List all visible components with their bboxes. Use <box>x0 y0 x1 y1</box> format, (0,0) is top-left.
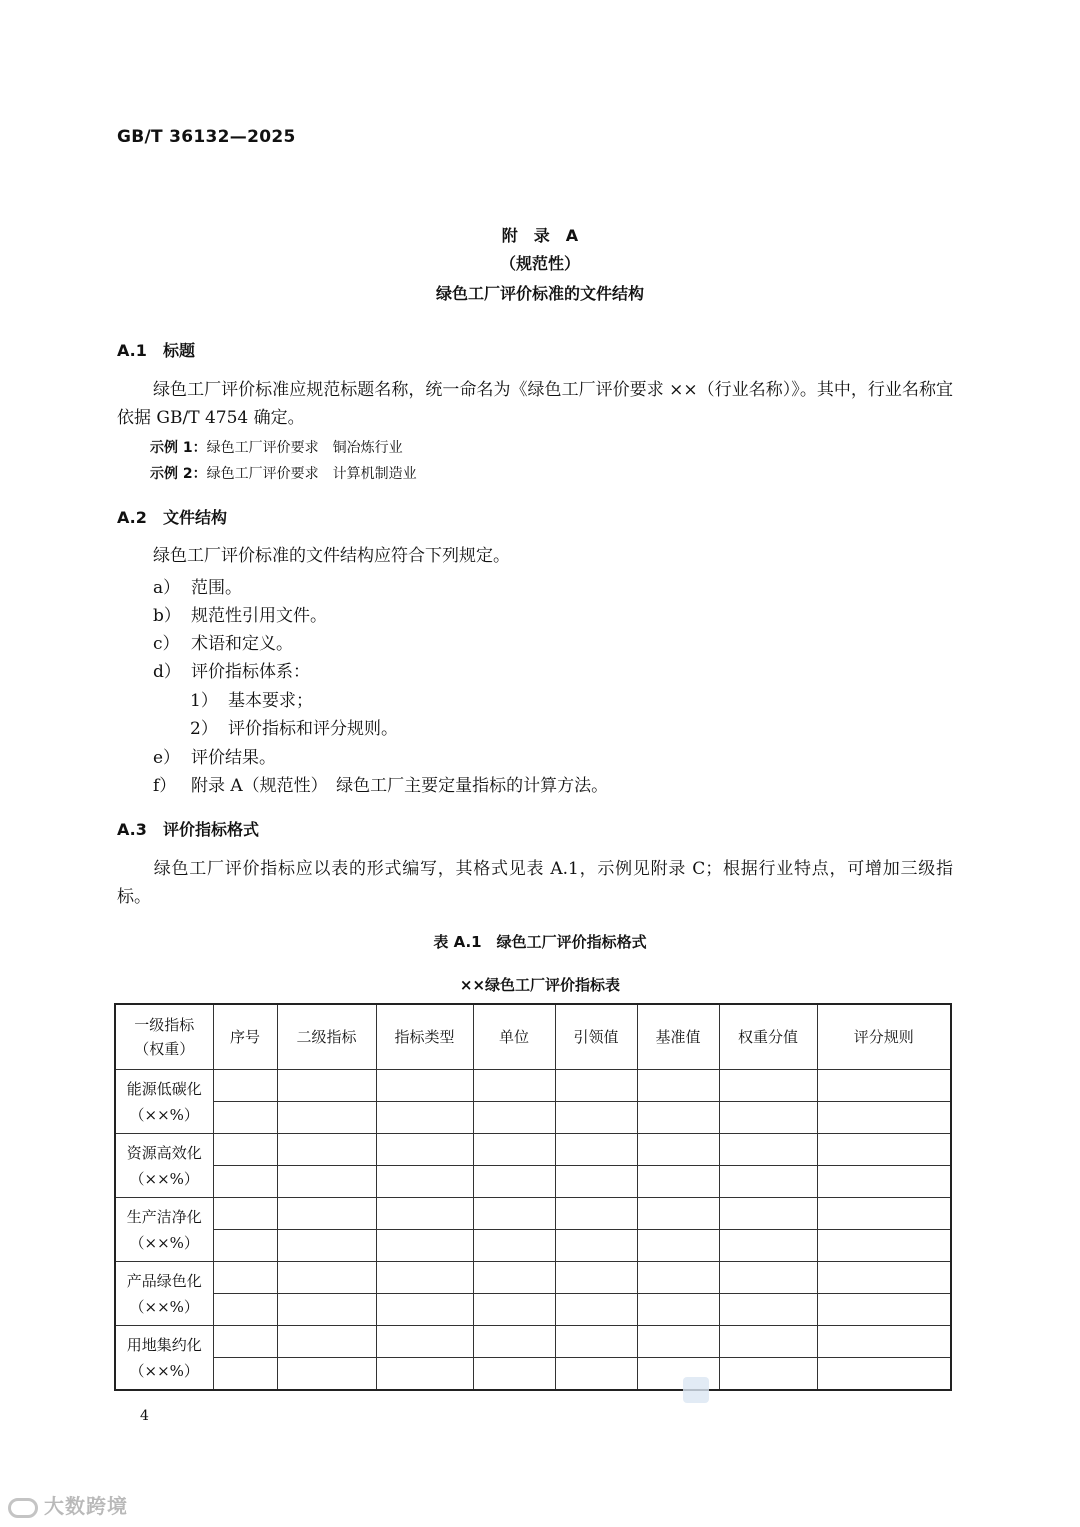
category-cell: 资源高效化 （××%） <box>115 1134 213 1198</box>
table-row <box>115 1358 951 1391</box>
table-subtitle: ××绿色工厂评价指标表 <box>459 976 621 994</box>
watermark-text: 大数跨境 <box>44 1494 128 1518</box>
list-text: 基本要求； <box>228 691 313 711</box>
annex-name: 绿色工厂评价标准的文件结构 <box>435 284 644 303</box>
section-number: A.1 <box>117 341 147 360</box>
table-row <box>115 1294 951 1326</box>
section-title: 评价指标格式 <box>163 820 260 839</box>
section-title: 标题 <box>163 341 196 360</box>
list-item <box>153 573 242 598</box>
sub-list-item <box>190 714 398 739</box>
header-cell: 序号 <box>213 1004 277 1070</box>
list-item <box>153 601 327 626</box>
list-item <box>153 629 293 654</box>
example-1 <box>150 437 403 457</box>
category-cell: 用地集约化 （××%） <box>115 1326 213 1391</box>
watermark <box>8 1490 128 1519</box>
paragraph-text: 绿色工厂评价标准的文件结构应符合下列规定。 <box>153 546 510 566</box>
category-cell: 生产洁净化 （××%） <box>115 1198 213 1262</box>
section-number: A.3 <box>117 820 147 839</box>
example-text: 绿色工厂评价要求 计算机制造业 <box>206 466 417 482</box>
list-text: 附录 A（规范性） 绿色工厂主要定量指标的计算方法。 <box>191 776 609 796</box>
stamp-icon <box>683 1377 709 1403</box>
list-text: 评价结果。 <box>191 748 276 768</box>
section-a3-paragraph <box>117 855 953 911</box>
paragraph-text: 绿色工厂评价指标应以表的形式编写，其格式见表 A.1，示例见附录 C；根据行业特点，可增加三级指标。 <box>117 859 953 907</box>
list-marker: b） <box>153 606 181 626</box>
section-a1-paragraph <box>117 376 953 432</box>
section-number: A.2 <box>117 508 147 527</box>
header-cell: 评分规则 <box>817 1004 951 1070</box>
table-row <box>115 1262 951 1294</box>
header-cell: 引领值 <box>555 1004 637 1070</box>
header-cell: 权重分值 <box>719 1004 817 1070</box>
table-row <box>115 1070 951 1102</box>
table-row <box>115 1166 951 1198</box>
list-text: 范围。 <box>191 578 242 598</box>
list-marker: c） <box>153 634 180 654</box>
example-2 <box>150 463 417 483</box>
section-heading-a2 <box>117 505 227 528</box>
list-item <box>153 657 310 682</box>
section-title: 文件结构 <box>163 508 228 527</box>
list-marker: e） <box>153 748 181 768</box>
list-marker: f） <box>153 776 177 796</box>
table-row <box>115 1134 951 1166</box>
sub-list-item <box>190 686 313 711</box>
category-cell: 能源低碳化 （××%） <box>115 1070 213 1134</box>
list-marker: a） <box>153 578 181 598</box>
header-cell: 指标类型 <box>376 1004 473 1070</box>
section-heading-a3 <box>117 817 259 840</box>
list-text: 规范性引用文件。 <box>191 606 327 626</box>
example-text: 绿色工厂评价要求 铜冶炼行业 <box>206 440 403 456</box>
section-a2-paragraph <box>117 542 953 570</box>
paragraph-text: 绿色工厂评价标准应规范标题名称，统一命名为《绿色工厂评价要求 ××（行业名称）》。其中，行业名称宜依据 GB/T 4754 确定。 <box>117 380 953 428</box>
list-marker: d） <box>153 662 181 682</box>
watermark-logo-icon <box>8 1498 38 1518</box>
category-cell: 产品绿色化 （××%） <box>115 1262 213 1326</box>
section-heading-a1 <box>117 338 195 361</box>
table-row <box>115 1326 951 1358</box>
page-number: 4 <box>140 1408 149 1424</box>
header-cell: 基准值 <box>637 1004 719 1070</box>
table-row <box>115 1102 951 1134</box>
header-cell: 一级指标 （权重） <box>115 1004 213 1070</box>
table-row <box>115 1230 951 1262</box>
header-cell: 二级指标 <box>277 1004 376 1070</box>
table-caption: 表 A.1 绿色工厂评价指标格式 <box>433 933 647 951</box>
example-label: 示例 1： <box>150 440 207 456</box>
list-text: 评价指标和评分规则。 <box>228 719 398 739</box>
annex-title: 附 录 A <box>501 226 579 245</box>
list-item <box>153 771 608 796</box>
evaluation-index-table <box>114 1003 952 1391</box>
table-row <box>115 1198 951 1230</box>
list-item <box>153 743 276 768</box>
example-label: 示例 2： <box>150 466 207 482</box>
list-marker: 1） <box>190 691 218 711</box>
list-text: 评价指标体系： <box>191 662 310 682</box>
annex-type: （规范性） <box>499 254 580 273</box>
document-number: GB/T 36132—2025 <box>117 127 296 147</box>
header-cell: 单位 <box>473 1004 555 1070</box>
table-header-row <box>115 1004 951 1070</box>
list-marker: 2） <box>190 719 218 739</box>
list-text: 术语和定义。 <box>191 634 293 654</box>
